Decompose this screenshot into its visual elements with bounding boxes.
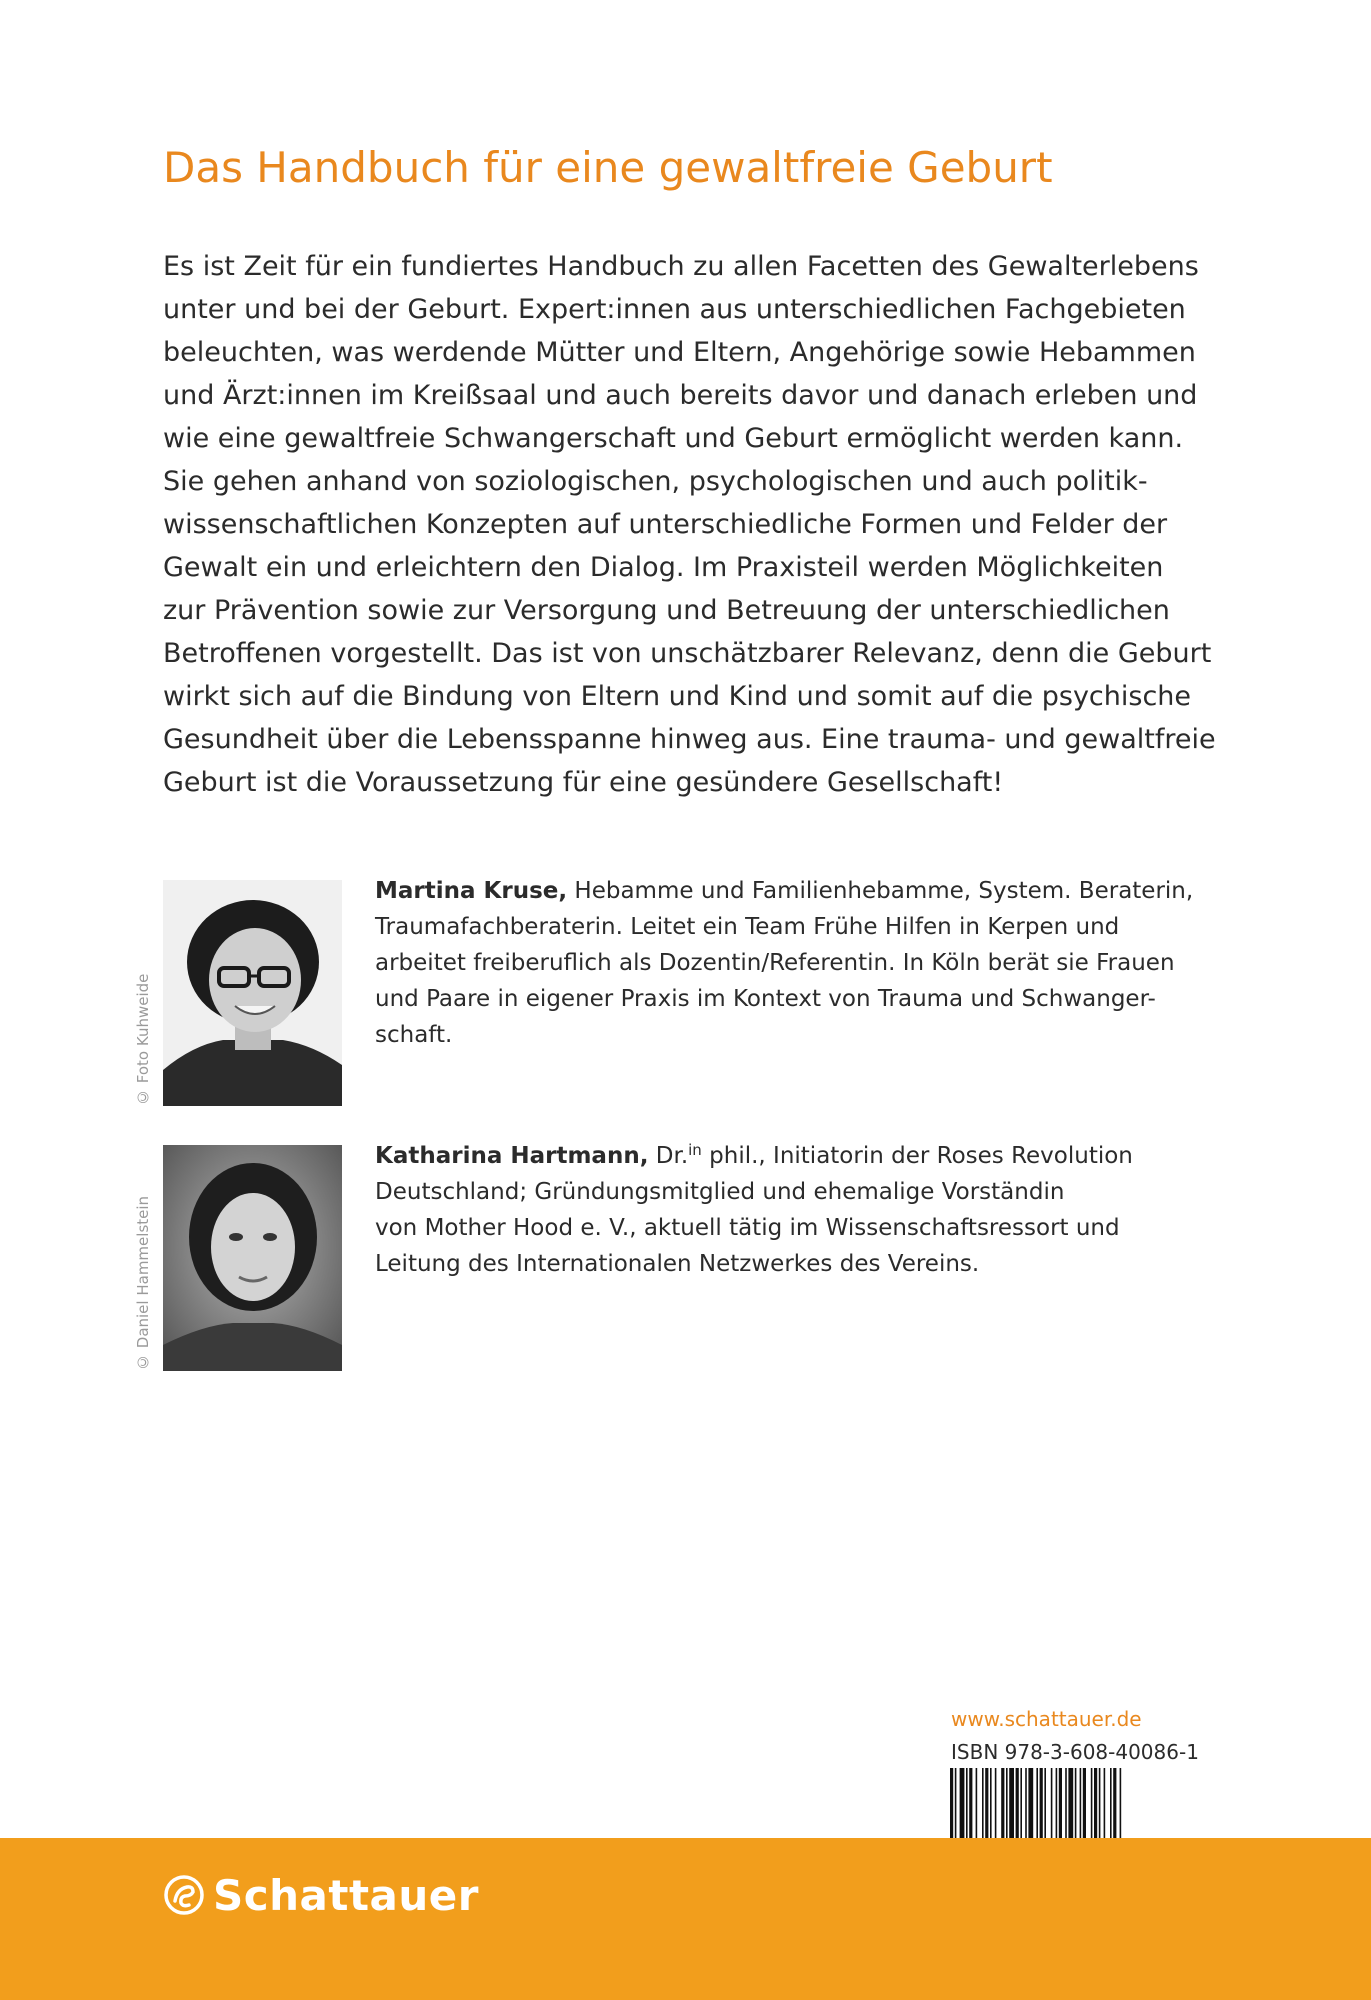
author-bio-hartmann xyxy=(375,1138,1235,1282)
barcode-bar xyxy=(1059,1768,1062,1838)
author-name-hartmann: Katharina Hartmann, xyxy=(375,1143,649,1169)
author-bio-line: und Paare in eigener Praxis im Kontext von Trauma und Schwanger- xyxy=(375,986,1156,1012)
barcode-bar xyxy=(1110,1768,1112,1838)
barcode-bar xyxy=(1083,1768,1086,1838)
publisher-name: Schattauer xyxy=(213,1870,479,1920)
book-description xyxy=(163,245,1233,804)
barcode-bar xyxy=(1001,1768,1004,1838)
barcode-bar xyxy=(1056,1768,1058,1838)
barcode-bar xyxy=(1025,1768,1027,1838)
publisher-logo xyxy=(163,1870,479,1920)
barcode-bar xyxy=(1036,1768,1038,1838)
author-name-kruse: Martina Kruse, xyxy=(375,878,568,904)
barcode-bar xyxy=(969,1768,972,1838)
barcode-bar xyxy=(1104,1768,1106,1838)
barcode-bar xyxy=(1075,1768,1077,1838)
description-line: unter und bei der Geburt. Expert:innen aus unterschiedlichen Fachgebieten xyxy=(163,294,1186,325)
book-title: Das Handbuch für eine gewaltfreie Geburt xyxy=(163,143,1053,192)
barcode-bar xyxy=(1099,1768,1101,1838)
author-photo-hartmann xyxy=(163,1145,342,1371)
barcode-bar xyxy=(1040,1768,1043,1838)
publisher-url[interactable]: www.schattauer.de xyxy=(951,1707,1142,1731)
author-bio-line: Leitung des Internationalen Netzwerkes des Vereins. xyxy=(375,1251,980,1277)
barcode-bar xyxy=(966,1768,968,1838)
barcode-bar xyxy=(1113,1768,1116,1838)
barcode-bar xyxy=(1065,1768,1067,1838)
author-title: Dr. xyxy=(648,1143,689,1169)
schattauer-logo-icon xyxy=(163,1874,205,1916)
description-line: zur Prävention sowie zur Versorgung und Betreuung der unterschiedlichen xyxy=(163,595,1170,626)
barcode-bar xyxy=(1020,1768,1022,1838)
barcode-bar xyxy=(1080,1768,1082,1838)
barcode-bar xyxy=(1006,1768,1008,1838)
description-line: wissenschaftlichen Konzepten auf unterschiedliche Formen und Felder der xyxy=(163,509,1168,540)
photo-credit-hartmann: © Daniel Hammelstein xyxy=(134,1195,152,1371)
barcode-bar xyxy=(950,1768,953,1838)
barcode-bar xyxy=(1094,1768,1097,1838)
barcode-bar xyxy=(976,1768,978,1838)
description-line: Geburt ist die Voraussetzung für eine gesündere Gesellschaft! xyxy=(163,767,1004,798)
barcode-bar xyxy=(1009,1768,1014,1838)
barcode-bar xyxy=(995,1768,997,1838)
barcode-bar xyxy=(990,1768,992,1838)
barcode-bar xyxy=(1016,1768,1019,1838)
barcode-bar xyxy=(1051,1768,1053,1838)
author-bio-line: Deutschland; Gründungsmitglied und ehemalige Vorständin xyxy=(375,1179,1065,1205)
author-bio-line: arbeitet freiberuflich als Dozentin/Referentin. In Köln berät sie Frauen xyxy=(375,950,1175,976)
barcode-bar xyxy=(1120,1768,1122,1838)
isbn: ISBN 978-3-608-40086-1 xyxy=(951,1740,1199,1764)
barcode-bar xyxy=(1044,1768,1046,1838)
description-line: Es ist Zeit für ein fundiertes Handbuch zu allen Facetten des Gewalterlebens xyxy=(163,251,1199,282)
author-bio-line: Traumafachberaterin. Leitet ein Team Frühe Hilfen in Kerpen und xyxy=(375,914,1120,940)
description-line: Gewalt ein und erleichtern den Dialog. Im Praxisteil werden Möglichkeiten xyxy=(163,552,1164,583)
author-bio-kruse xyxy=(375,873,1235,1053)
description-line: Sie gehen anhand von soziologischen, psychologischen und auch politik- xyxy=(163,466,1148,497)
description-line: Gesundheit über die Lebensspanne hinweg aus. Eine trauma- und gewaltfreie xyxy=(163,724,1216,755)
photo-credit-kruse: © Foto Kuhweide xyxy=(134,973,152,1106)
description-line: wirkt sich auf die Bindung von Eltern und Kind und somit auf die psychische xyxy=(163,681,1192,712)
description-line: beleuchten, was werdende Mütter und Eltern, Angehörige sowie Hebammen xyxy=(163,337,1196,368)
description-line: Betroffenen vorgestellt. Das ist von unschätzbarer Relevanz, denn die Geburt xyxy=(163,638,1212,669)
description-line: und Ärzt:innen im Kreißsaal und auch bereits davor und danach erleben und xyxy=(163,380,1198,411)
author-photo-kruse xyxy=(163,880,342,1106)
barcode-bar xyxy=(982,1768,984,1838)
author-bio-line: von Mother Hood e. V., aktuell tätig im Wissenschaftsressort und xyxy=(375,1215,1120,1241)
barcode-bar xyxy=(985,1768,988,1838)
barcode-bar xyxy=(955,1768,957,1838)
author-bio-line: schaft. xyxy=(375,1022,453,1048)
author-bio-first-line: Hebamme und Familienhebamme, System. Beraterin, xyxy=(567,878,1194,904)
barcode-bar xyxy=(960,1768,965,1838)
barcode-bar xyxy=(1028,1768,1033,1838)
description-line: wie eine gewaltfreie Schwangerschaft und Geburt ermöglicht werden kann. xyxy=(163,423,1184,454)
author-title-sup: in xyxy=(688,1141,702,1159)
barcode-bar xyxy=(1091,1768,1093,1838)
barcode xyxy=(950,1768,1210,1838)
barcode-bar xyxy=(1068,1768,1073,1838)
author-bio-first-line: phil., Initiatorin der Roses Revolution xyxy=(701,1143,1133,1169)
